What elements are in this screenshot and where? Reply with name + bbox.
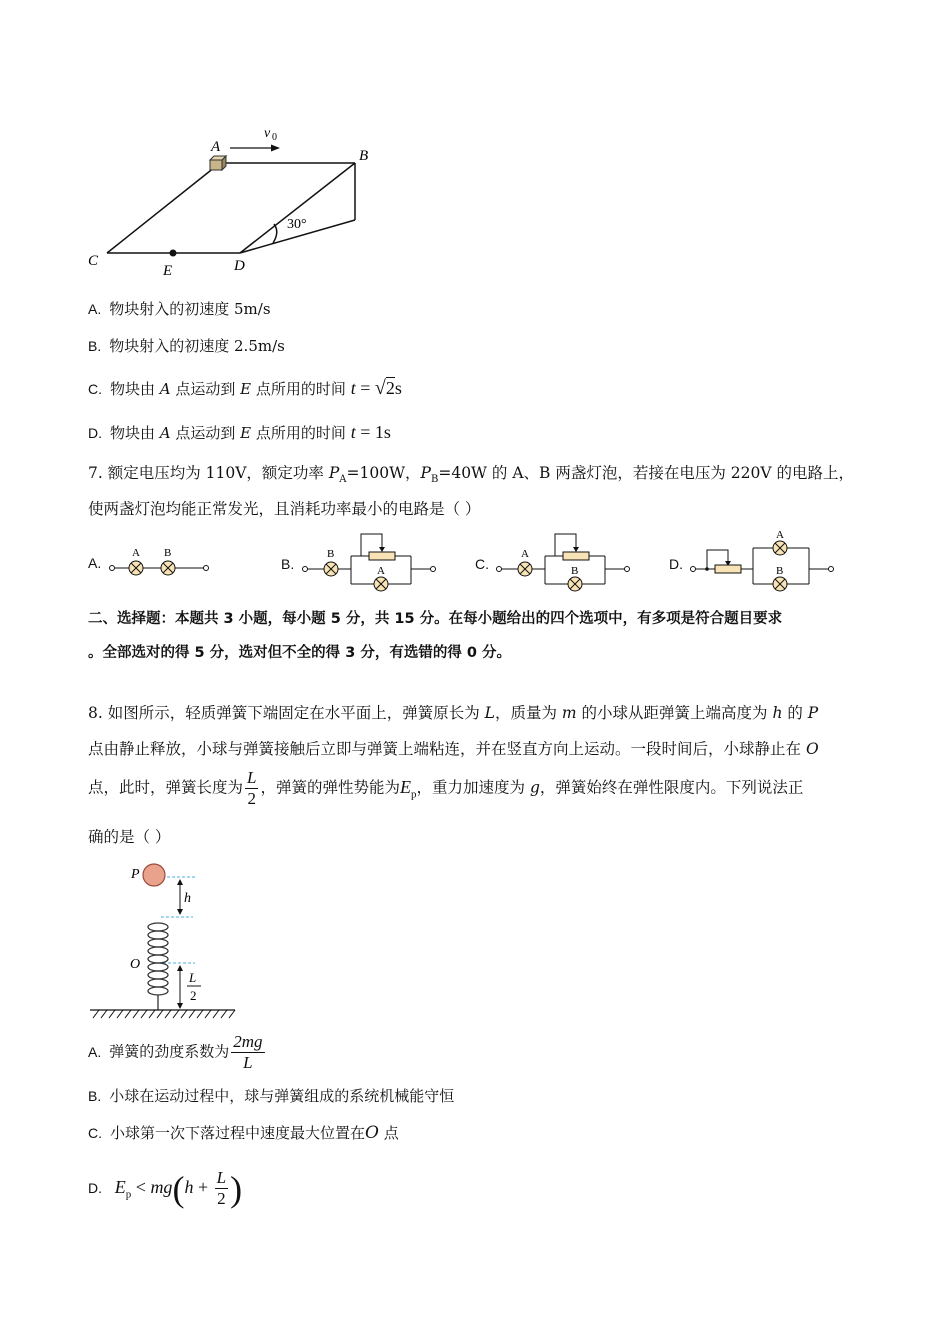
spring-figure <box>85 855 255 1025</box>
spring-icon <box>148 923 168 1010</box>
svg-text:2: 2 <box>190 988 197 1003</box>
lamp-icon <box>773 541 787 555</box>
q7-stem-line1: 7. 额定电压均为 110V，额定功率 $P_A=100W$，$P_B=40W$ 的 A、B 两盏灯泡，若接在电压为 220V 的电路上， <box>88 464 854 486</box>
ball-icon <box>143 864 165 886</box>
q8-stem-line4: 确的是（ ） <box>88 828 171 846</box>
circuit-d <box>687 528 842 593</box>
q8-stem-line2: 点由静止释放，小球与弹簧接触后立即与弹簧上端粘连，并在竖直方向上运动。一段时间后，小球静止在 O <box>88 740 819 758</box>
q8-stem-line3: 点，此时，弹簧长度为 $\frac{L}{2}$ ，弹簧的弹性势能为$E_p$，重力加速度为 g，弹簧始终在弹性限度内。下列说法正 <box>88 768 804 808</box>
q7-option-d[interactable]: D. A B <box>669 528 844 593</box>
svg-text:O: O <box>130 957 141 972</box>
section2-heading-line2: 。全部选对的得 5 分，选对但不全的得 3 分，有选错的得 0 分。 <box>88 645 512 661</box>
q6-option-d[interactable]: D. 物块由 A 点运动到 E 点所用的时间 t = 1s <box>88 422 391 442</box>
block-icon <box>210 156 226 170</box>
svg-text:B: B <box>327 548 335 560</box>
svg-text:D: D <box>234 258 245 274</box>
svg-text:P: P <box>131 867 140 882</box>
q7-stem-line2: 使两盏灯泡均能正常发光，且消耗功率最小的电路是（ ） <box>88 500 481 518</box>
q6-option-a[interactable]: A. 物块射入的初速度 5m/s <box>88 300 271 318</box>
q8-stem-line1: 8. 如图所示，轻质弹簧下端固定在水平面上，弹簧原长为 L，质量为 m 的小球从距弹簧上端高度为 h 的 P <box>88 704 819 722</box>
lamp-icon <box>518 562 532 576</box>
svg-text:h: h <box>184 891 191 906</box>
svg-text:A: A <box>521 548 529 560</box>
svg-text:A: A <box>132 547 140 559</box>
q7-option-c[interactable]: C. A B <box>475 528 635 593</box>
q8-option-d[interactable]: D. $E_p < mg(h$ + $\frac{L}{2}$ ) <box>88 1168 243 1209</box>
svg-text:30°: 30° <box>287 217 307 232</box>
circuit-c <box>493 528 633 593</box>
q7-option-b[interactable]: B. B A <box>281 528 441 593</box>
lamp-icon <box>129 561 143 575</box>
incline-figure <box>80 120 400 285</box>
q6-option-c[interactable]: C. 物块由 A 点运动到 E 点所用的时间 t = √2s <box>88 377 402 399</box>
circuit-a <box>106 540 216 585</box>
svg-text:B: B <box>164 547 172 559</box>
lamp-icon <box>568 577 582 591</box>
q8-option-c[interactable]: C. 小球第一次下落过程中速度最大位置在O 点 <box>88 1123 399 1143</box>
label-A: A <box>211 139 221 155</box>
svg-text:B: B <box>776 565 784 577</box>
svg-text:0: 0 <box>272 132 277 143</box>
svg-text:A: A <box>377 565 385 577</box>
circuit-b <box>299 528 439 593</box>
svg-text:A: A <box>776 529 784 541</box>
svg-text:B: B <box>571 565 579 577</box>
lamp-icon <box>773 577 787 591</box>
lamp-icon <box>324 562 338 576</box>
svg-text:L: L <box>189 970 197 985</box>
q8-option-a[interactable]: A. 弹簧的劲度系数为 $\frac{2mg}{L}$ <box>88 1032 263 1072</box>
svg-text:C: C <box>88 253 99 269</box>
q6-option-b[interactable]: B. 物块射入的初速度 2.5m/s <box>88 337 285 355</box>
svg-text:B: B <box>359 148 369 164</box>
svg-text:v: v <box>264 126 271 141</box>
q8-option-b[interactable]: B. 小球在运动过程中，球与弹簧组成的系统机械能守恒 <box>88 1087 455 1105</box>
svg-text:E: E <box>163 263 173 279</box>
section2-heading-line1: 二、选择题：本题共 3 小题，每小题 5 分，共 15 分。在每小题给出的四个选项中，有多项是符合题目要求 <box>88 611 783 627</box>
point-E <box>170 250 177 257</box>
lamp-icon <box>374 577 388 591</box>
q7-option-a[interactable]: A. A B <box>88 540 228 585</box>
lamp-icon <box>161 561 175 575</box>
